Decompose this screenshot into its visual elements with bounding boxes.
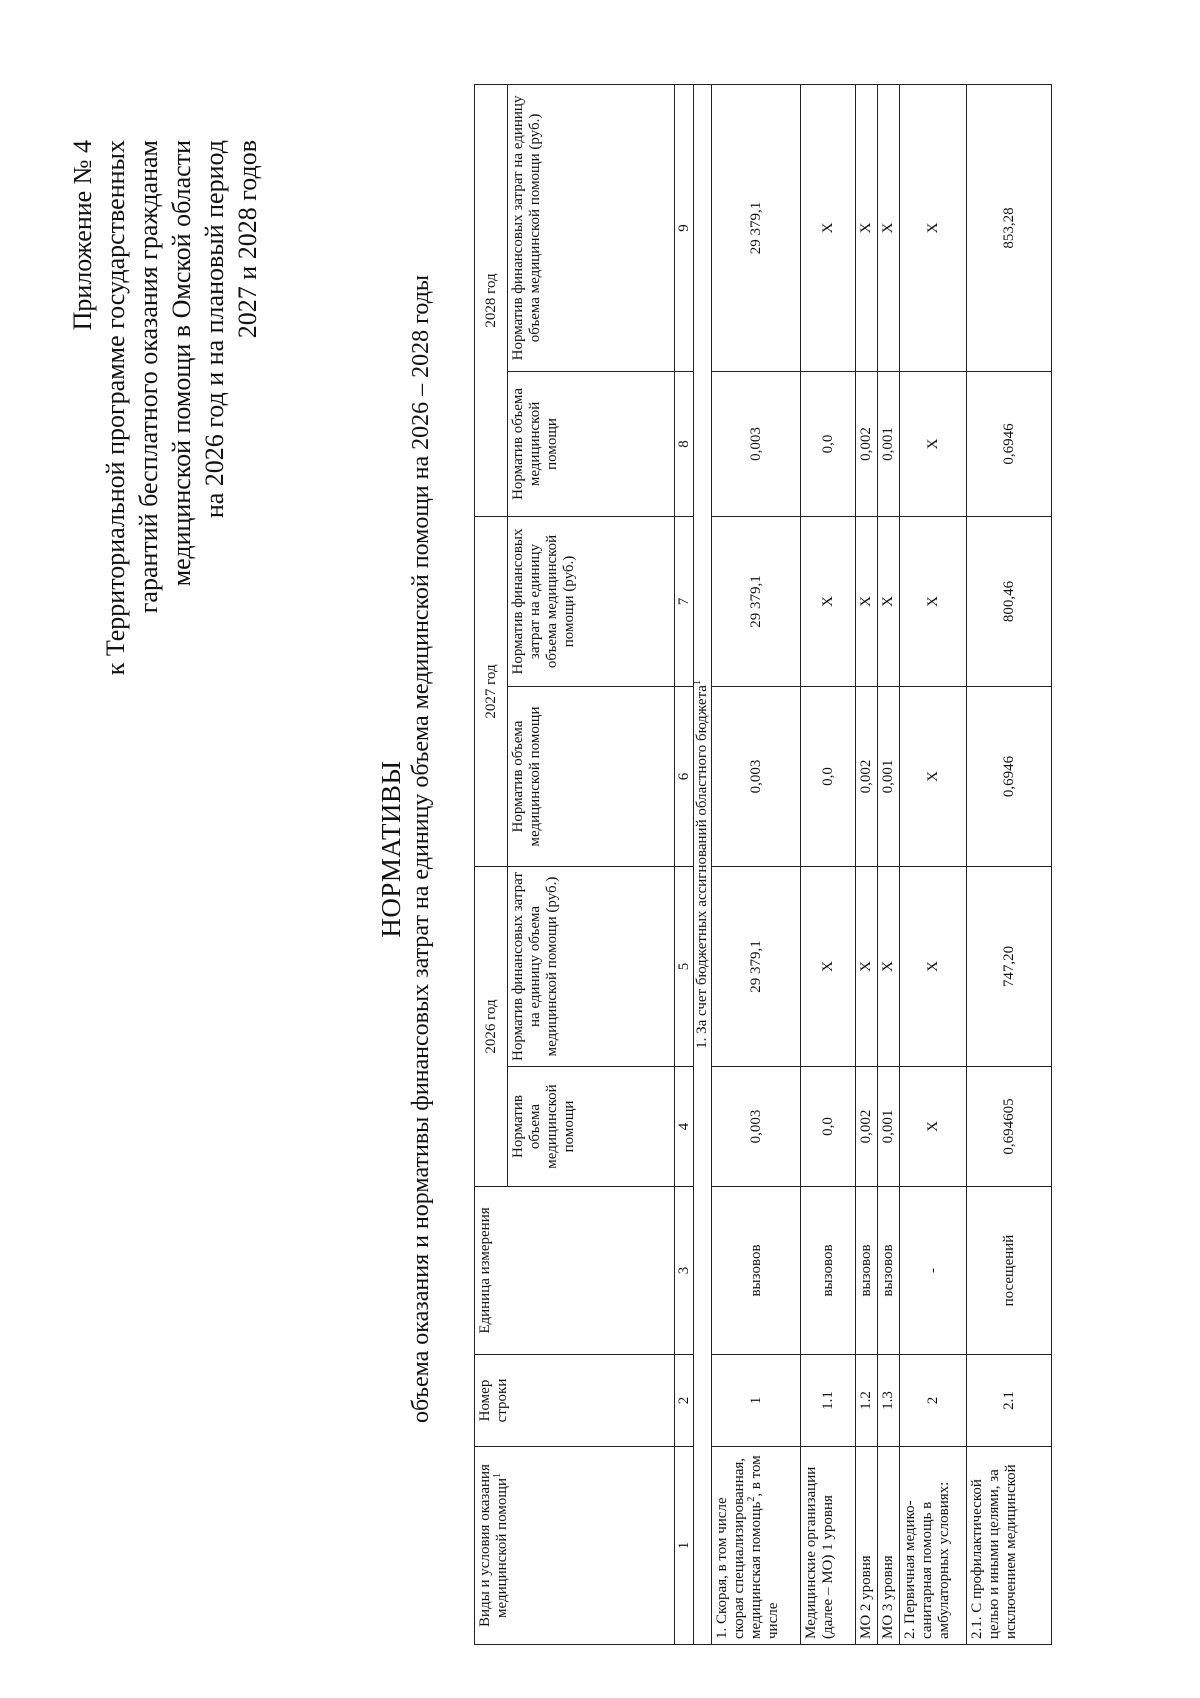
header-cost-2028: Норматив финансовых затрат на единицу объема медицинской помощи (руб.) [508, 84, 675, 371]
cell-unit: - [900, 1187, 967, 1355]
cell-volume-2028: Х [900, 371, 967, 516]
norms-table [474, 84, 1052, 1645]
cell-kind: МО 3 уровня [878, 1447, 900, 1645]
cell-volume-2026: 0,003 [712, 1067, 801, 1187]
cell-cost-2026: Х [856, 866, 878, 1066]
cell-row-number: 1 [712, 1355, 801, 1447]
cell-kind: 1. Скорая, в том числе скорая специализированная, медицинская помощь$^2$, в том числе [712, 1447, 801, 1645]
appendix-line: Приложение № 4 [68, 140, 97, 331]
document-subtitle: объема оказания и нормативы финансовых затрат на единицу объема медицинской помощи на 2026 – 2028 годы [408, 274, 434, 1424]
cell-cost-2027: Х [856, 516, 878, 686]
cell-cost-2028: Х [856, 84, 878, 371]
cell-row-number: 1.3 [878, 1355, 900, 1447]
cell-volume-2027: 0,0 [801, 686, 856, 866]
column-number: 6 [675, 686, 694, 866]
cell-volume-2028: 0,003 [712, 371, 801, 516]
appendix-line: на 2026 год и на плановый период [200, 140, 229, 519]
appendix-line: медицинской помощи в Омской области [167, 140, 196, 587]
header-volume-2027: Норматив объема медицинской помощи [508, 686, 675, 866]
column-number: 9 [675, 84, 694, 371]
cell-row-number: 2 [900, 1355, 967, 1447]
cell-cost-2026: Х [878, 866, 900, 1066]
cell-cost-2027: 29 379,1 [712, 516, 801, 686]
cell-cost-2026: Х [900, 866, 967, 1066]
cell-cost-2028: 853,28 [967, 84, 1052, 371]
cell-cost-2027: Х [900, 516, 967, 686]
header-year-2027: 2027 год [475, 516, 508, 866]
cell-volume-2026: 0,0 [801, 1067, 856, 1187]
cell-volume-2027: Х [900, 686, 967, 866]
cell-volume-2026: 0,001 [878, 1067, 900, 1187]
cell-cost-2028: Х [801, 84, 856, 371]
table-row [712, 84, 801, 1644]
cell-row-number: 2.1 [967, 1355, 1052, 1447]
cell-volume-2027: 0,001 [878, 686, 900, 866]
column-number: 5 [675, 866, 694, 1066]
header-cost-2026: Норматив финансовых затрат на единицу объема медицинской помощи (руб.) [508, 866, 675, 1066]
cell-cost-2026: Х [801, 866, 856, 1066]
cell-cost-2028: Х [878, 84, 900, 371]
cell-kind: 2.1. С профилактической целью и иными целями, за исключением медицинской [967, 1447, 1052, 1645]
cell-unit: посещений [967, 1187, 1052, 1355]
section-label: 1. За счет бюджетных ассигнований областного бюджета$^1$ [694, 84, 712, 1644]
cell-cost-2027: Х [801, 516, 856, 686]
header-volume-2028: Норматив объема медицинской помощи [508, 371, 675, 516]
cell-volume-2028: 0,0 [801, 371, 856, 516]
table-row [878, 84, 900, 1644]
column-number: 3 [675, 1187, 694, 1355]
cell-cost-2027: 800,46 [967, 516, 1052, 686]
cell-unit: вызовов [878, 1187, 900, 1355]
header-year-2026: 2026 год [475, 866, 508, 1186]
header-cost-2027: Норматив финансовых затрат на единицу объема медицинской помощи (руб.) [508, 516, 675, 686]
cell-cost-2026: 747,20 [967, 866, 1052, 1066]
column-number: 7 [675, 516, 694, 686]
cell-cost-2027: Х [878, 516, 900, 686]
header-year-2028: 2028 год [475, 84, 508, 516]
appendix-line: к Территориальной программе государственных [101, 140, 130, 676]
header-unit: Единица измерения [475, 1187, 675, 1355]
table-row [856, 84, 878, 1644]
cell-volume-2027: 0,002 [856, 686, 878, 866]
table-row [900, 84, 967, 1644]
appendix-line: гарантий бесплатного оказания гражданам [134, 140, 163, 614]
document-title: НОРМАТИВЫ [376, 760, 406, 938]
cell-cost-2028: Х [900, 84, 967, 371]
cell-volume-2028: 0,6946 [967, 371, 1052, 516]
cell-kind: 2. Первичная медико-санитарная помощь в амбулаторных условиях: [900, 1447, 967, 1645]
cell-unit: вызовов [801, 1187, 856, 1355]
appendix-header [66, 140, 264, 900]
section-row [694, 84, 712, 1644]
cell-volume-2026: Х [900, 1067, 967, 1187]
table-row [801, 84, 856, 1644]
cell-kind: Медицинские организации (далее – МО) 1 уровня [801, 1447, 856, 1645]
column-number: 1 [675, 1447, 694, 1645]
cell-volume-2026: 0,694605 [967, 1067, 1052, 1187]
column-number: 8 [675, 371, 694, 516]
cell-unit: вызовов [712, 1187, 801, 1355]
cell-row-number: 1.1 [801, 1355, 856, 1447]
cell-row-number: 1.2 [856, 1355, 878, 1447]
appendix-line: 2027 и 2028 годов [233, 140, 262, 339]
cell-volume-2026: 0,002 [856, 1067, 878, 1187]
cell-cost-2028: 29 379,1 [712, 84, 801, 371]
cell-unit: вызовов [856, 1187, 878, 1355]
cell-volume-2028: 0,001 [878, 371, 900, 516]
header-row-number: Номер строки [475, 1355, 675, 1447]
header-kind: Виды и условия оказания медицинской помощи$^1$ [475, 1447, 675, 1645]
column-numbers-row [675, 84, 694, 1644]
column-number: 2 [675, 1355, 694, 1447]
cell-kind: МО 2 уровня [856, 1447, 878, 1645]
cell-volume-2028: 0,002 [856, 371, 878, 516]
header-volume-2026: Норматив объема медицинской помощи [508, 1067, 675, 1187]
table-row [967, 84, 1052, 1644]
column-number: 4 [675, 1067, 694, 1187]
cell-cost-2026: 29 379,1 [712, 866, 801, 1066]
cell-volume-2027: 0,6946 [967, 686, 1052, 866]
cell-volume-2027: 0,003 [712, 686, 801, 866]
